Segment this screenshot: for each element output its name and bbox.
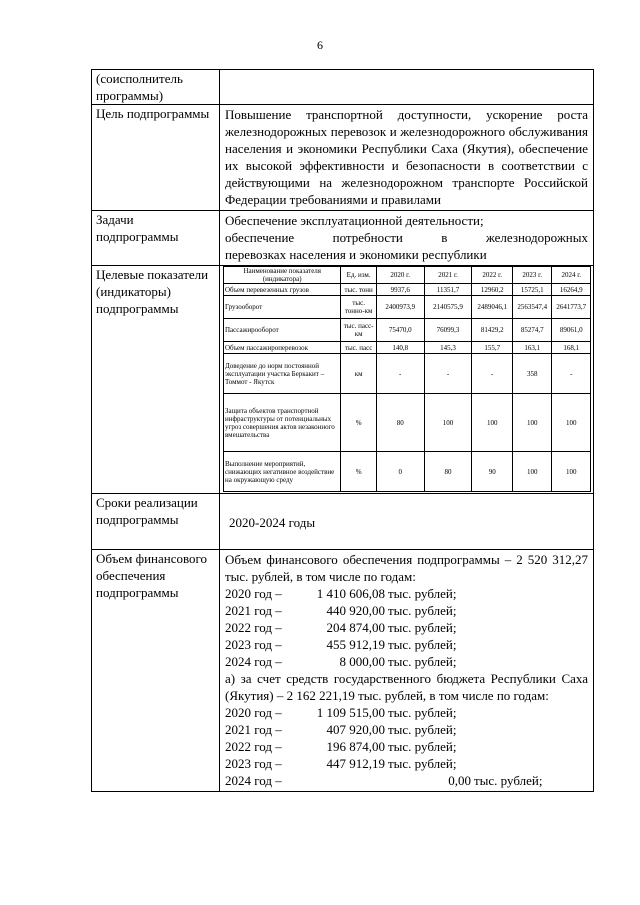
indicator-value: 155,7 xyxy=(472,342,513,354)
finance-year-line xyxy=(225,636,588,653)
coexecutor-row xyxy=(92,70,594,105)
indicator-value: 140,8 xyxy=(376,342,424,354)
terms-row xyxy=(92,494,594,550)
indicator-row xyxy=(224,319,591,342)
finance-year-line xyxy=(225,653,588,670)
indicator-name: Объем перевезенных грузов xyxy=(224,284,341,296)
indicator-unit: км xyxy=(341,354,376,394)
finance-unit: тыс. рублей; xyxy=(388,603,457,618)
page-number: 6 xyxy=(317,38,323,52)
indicator-value: 85274,7 xyxy=(512,319,552,342)
indicators-header-2022: 2022 г. xyxy=(472,267,513,284)
finance-year-line xyxy=(225,755,588,772)
indicator-value: 100 xyxy=(424,394,472,452)
indicator-row xyxy=(224,284,591,296)
finance-year: 2024 год – xyxy=(225,654,282,669)
indicators-row xyxy=(92,266,594,494)
indicator-value: 0 xyxy=(376,452,424,492)
indicator-value: 80 xyxy=(376,394,424,452)
subprogram-passport-table xyxy=(91,69,594,792)
indicator-name: Защита объектов транспортной инфраструктуры от потенциальных угроз совершения актов незаконного вмешательства xyxy=(224,394,341,452)
indicator-value: 12960,2 xyxy=(472,284,513,296)
finance-year: 2023 год – xyxy=(225,756,282,771)
finance-year-line xyxy=(225,619,588,636)
finance-amount: 447 912,19 xyxy=(326,756,385,771)
finance-year-line xyxy=(225,738,588,755)
indicator-name: Грузооборот xyxy=(224,296,341,319)
indicator-value: - xyxy=(424,354,472,394)
indicator-row xyxy=(224,296,591,319)
finance-unit: тыс. рублей; xyxy=(388,654,457,669)
indicator-value: 2400973,9 xyxy=(376,296,424,319)
indicators-header-row xyxy=(224,267,591,284)
tasks-line-3: перевозках населения и экономики республики xyxy=(225,247,487,262)
finance-unit: тыс. рублей; xyxy=(474,773,543,788)
finance-year-line xyxy=(225,602,588,619)
finance-amount: 204 874,00 xyxy=(326,620,385,635)
finance-amount: 407 920,00 xyxy=(326,722,385,737)
indicator-unit: % xyxy=(341,452,376,492)
finance-year: 2023 год – xyxy=(225,637,282,652)
indicator-value: 90 xyxy=(472,452,513,492)
indicator-value: - xyxy=(376,354,424,394)
indicator-value: 9937,6 xyxy=(376,284,424,296)
finance-year: 2022 год – xyxy=(225,620,282,635)
finance-amount: 196 874,00 xyxy=(326,739,385,754)
indicator-value: 100 xyxy=(512,394,552,452)
indicator-value: 2140575,9 xyxy=(424,296,472,319)
indicator-row xyxy=(224,354,591,394)
indicators-header-2023: 2023 г. xyxy=(512,267,552,284)
indicators-header-2020: 2020 г. xyxy=(376,267,424,284)
indicator-value: 81429,2 xyxy=(472,319,513,342)
finance-amount: 8 000,00 xyxy=(339,654,385,669)
indicators-header-2021: 2021 г. xyxy=(424,267,472,284)
indicator-value: 89061,0 xyxy=(552,319,591,342)
finance-year-line xyxy=(225,585,588,602)
indicator-value: 76099,3 xyxy=(424,319,472,342)
indicator-value: 100 xyxy=(472,394,513,452)
finance-unit: тыс. рублей; xyxy=(388,739,457,754)
indicator-name: Пассажирооборот xyxy=(224,319,341,342)
finance-amount: 440 920,00 xyxy=(326,603,385,618)
finance-value xyxy=(220,550,594,792)
indicators-label: Целевые показатели (индикаторы) подпрограммы xyxy=(92,266,220,494)
finance-unit: тыс. рублей; xyxy=(388,620,457,635)
indicators-value xyxy=(220,266,594,494)
finance-year: 2020 год – xyxy=(225,586,282,601)
indicator-unit: % xyxy=(341,394,376,452)
finance-year: 2021 год – xyxy=(225,722,282,737)
indicator-value: 100 xyxy=(552,394,591,452)
goal-value: Повышение транспортной доступности, ускорение роста железнодорожных перевозок и железнодорожного обслуживания населения и экономики Республики Саха (Якутия), обеспечение их высокой эффективности и безопасности в соответствии с действующими на железнодорожном транспорте Российской Федерации требованиями и правилами xyxy=(220,105,594,211)
indicator-unit: тыс. пасс-км xyxy=(341,319,376,342)
coexecutor-value xyxy=(220,70,594,105)
goal-row xyxy=(92,105,594,211)
finance-year: 2020 год – xyxy=(225,705,282,720)
indicator-value: 145,3 xyxy=(424,342,472,354)
finance-budget-intro: а) за счет средств государственного бюджета Республики Саха (Якутия) – 2 162 221,19 тыс. рублей, в том числе по годам: xyxy=(225,671,588,703)
indicator-value: - xyxy=(472,354,513,394)
indicator-value: 168,1 xyxy=(552,342,591,354)
indicator-unit: тыс. тонн xyxy=(341,284,376,296)
finance-year-line xyxy=(225,772,588,789)
finance-unit: тыс. рублей; xyxy=(388,705,457,720)
indicator-row xyxy=(224,452,591,492)
indicator-value: 80 xyxy=(424,452,472,492)
indicator-value: 358 xyxy=(512,354,552,394)
finance-year-line xyxy=(225,704,588,721)
indicators-header-name: Наименование показателя (индикатора) xyxy=(224,267,341,284)
indicators-table xyxy=(223,266,591,492)
tasks-line-2: обеспечение потребности в железнодорожных xyxy=(225,230,588,245)
coexecutor-label: (соисполнитель программы) xyxy=(92,70,220,105)
indicator-value: 15725,1 xyxy=(512,284,552,296)
indicator-value: 163,1 xyxy=(512,342,552,354)
finance-label: Объем финансового обеспечения подпрограммы xyxy=(92,550,220,792)
finance-year-line xyxy=(225,721,588,738)
indicator-row xyxy=(224,394,591,452)
indicator-unit: тыс. пасс xyxy=(341,342,376,354)
finance-amount: 1 109 515,00 xyxy=(316,705,385,720)
indicator-unit: тыс. тонно-км xyxy=(341,296,376,319)
indicators-header-unit: Ед. изм. xyxy=(341,267,376,284)
finance-unit: тыс. рублей; xyxy=(388,637,457,652)
indicators-header-2024: 2024 г. xyxy=(552,267,591,284)
tasks-label: Задачи подпрограммы xyxy=(92,211,220,266)
indicator-value: 100 xyxy=(512,452,552,492)
indicator-value: 16264,9 xyxy=(552,284,591,296)
terms-label: Сроки реализации подпрограммы xyxy=(92,494,220,550)
indicator-name: Выполнение мероприятий, снижающих негативное воздействие на окружающую среду xyxy=(224,452,341,492)
indicator-value: 2489046,1 xyxy=(472,296,513,319)
indicator-value: 75470,0 xyxy=(376,319,424,342)
indicator-value: - xyxy=(552,354,591,394)
terms-text: 2020-2024 годы xyxy=(229,514,316,530)
indicator-value: 11351,7 xyxy=(424,284,472,296)
indicator-value: 2641773,7 xyxy=(552,296,591,319)
indicator-value: 2563547,4 xyxy=(512,296,552,319)
finance-year: 2022 год – xyxy=(225,739,282,754)
finance-unit: тыс. рублей; xyxy=(388,756,457,771)
tasks-row xyxy=(92,211,594,266)
finance-unit: тыс. рублей; xyxy=(388,586,457,601)
finance-row xyxy=(92,550,594,792)
finance-amount: 455 912,19 xyxy=(326,637,385,652)
terms-value xyxy=(220,494,594,550)
finance-intro: Объем финансового обеспечения подпрограммы – 2 520 312,27 тыс. рублей, в том числе по годам: xyxy=(225,552,588,584)
indicator-name: Объем пассажироперевозок xyxy=(224,342,341,354)
finance-amount: 1 410 606,08 xyxy=(316,586,385,601)
tasks-line-1: Обеспечение эксплуатационной деятельности; xyxy=(225,213,484,228)
finance-year: 2021 год – xyxy=(225,603,282,618)
indicator-name: Доведение до норм постоянной эксплуатации участка Беркакит – Томмот - Якутск xyxy=(224,354,341,394)
finance-amount: 0,00 xyxy=(448,773,471,788)
goal-label: Цель подпрограммы xyxy=(92,105,220,211)
finance-unit: тыс. рублей; xyxy=(388,722,457,737)
tasks-value xyxy=(220,211,594,266)
finance-year: 2024 год – xyxy=(225,773,282,788)
indicator-value: 100 xyxy=(552,452,591,492)
indicator-row xyxy=(224,342,591,354)
